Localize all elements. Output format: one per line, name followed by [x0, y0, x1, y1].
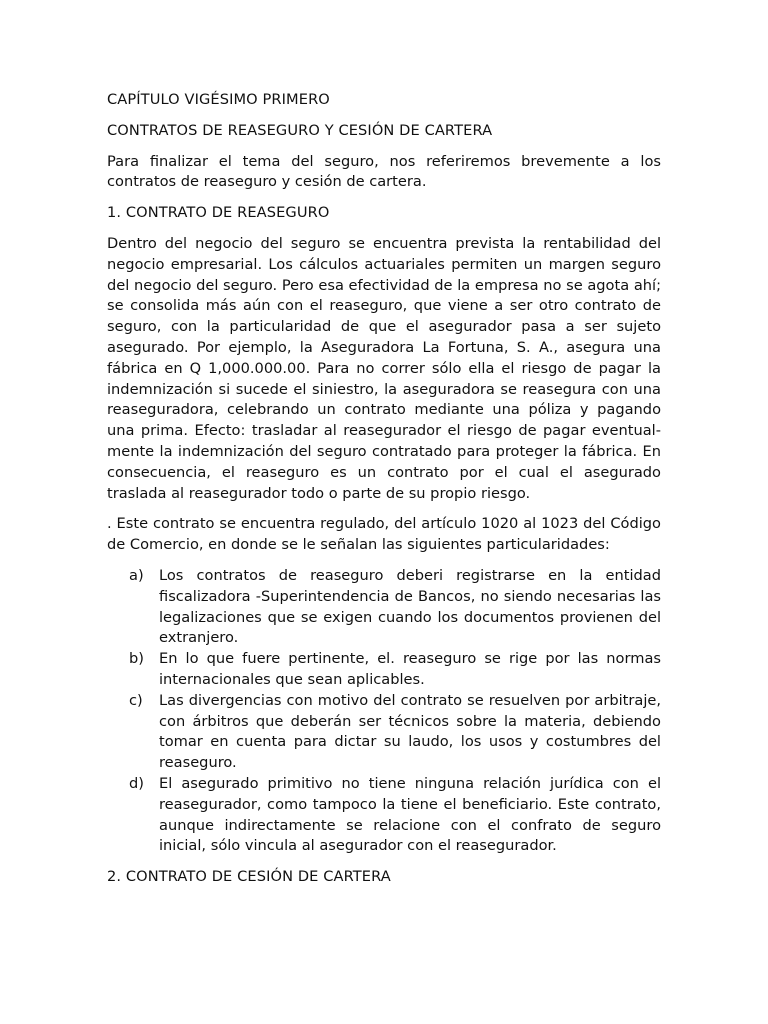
list-item: [107, 691, 661, 774]
list-item: [107, 566, 661, 649]
list-marker: c): [129, 691, 143, 709]
particularidades-list: [107, 566, 661, 857]
document-body: [107, 90, 661, 898]
paragraph-reaseguro: Dentro del negocio del seguro se encuentra prevista la rentabilidad del negocio empresarial. Los cálculos actuariales permiten un margen seguro del negocio del seguro. Pero esa efectividad de la empresa no se agota ahí; se consolida más aún con el reaseguro, que viene a ser otro contrato de seguro, con la particularidad de que el asegurador pasa a ser sujeto asegurado. Por ejemplo, la Aseguradora La Fortuna, S. A., asegura una fábrica en Q 1,000.000.00. Para no correr sólo ella el riesgo de pagar la indemnización si sucede el siniestro, la aseguradora se reasegura con una reaseguradora, celebrando un contrato mediante una póliza y pagando una prima. Efecto: trasladar al reasegurador el riesgo de pagar eventual-mente la indemnización del seguro contratado para proteger la fábrica. En consecuencia, el reaseguro es un contrato por el cual el asegurado traslada al reasegurador todo o parte de su propio riesgo.: [107, 234, 661, 502]
list-item: [107, 774, 661, 857]
list-marker: a): [129, 566, 144, 584]
list-item-text: El asegurado primitivo no tiene ninguna relación jurídica con el reasegurador, como tampoco la tiene el beneficiario. Este contrato, aunque indirectamente se relacione con el confrato de seguro inicial, sólo vincula al asegurador con el reasegurador.: [159, 774, 661, 855]
list-item-text: Los contratos de reaseguro deberi registrarse en la entidad fiscalizadora -Superintendencia de Bancos, no siendo necesarias las legalizaciones que se exigen cuando los documentos provienen del extranjero.: [159, 566, 661, 647]
paragraph-regulacion: . Este contrato se encuentra regulado, del artículo 1020 al 1023 del Código de Comercio, en donde se le señalan las siguientes particularidades:: [107, 515, 661, 554]
heading-cesion-cartera: 2. CONTRATO DE CESIÓN DE CARTERA: [107, 868, 391, 886]
list-marker: b): [129, 650, 144, 668]
list-marker: d): [129, 774, 144, 792]
list-item: [107, 649, 661, 691]
list-item-text: Las divergencias con motivo del contrato se resuelven por arbitraje, con árbitros que deberán ser técnicos sobre la materia, debiendo tomar en cuenta para dictar su laudo, los usos y costumbres del reaseguro.: [159, 691, 661, 772]
section-title: CONTRATOS DE REASEGURO Y CESIÓN DE CARTERA: [107, 121, 493, 139]
list-item-text: En lo que fuere pertinente, el. reaseguro se rige por las normas internacionales que sean aplicables.: [159, 650, 661, 688]
intro-paragraph: Para finalizar el tema del seguro, nos referiremos brevemente a los contratos de reaseguro y cesión de cartera.: [107, 152, 661, 191]
heading-reaseguro: 1. CONTRATO DE REASEGURO: [107, 204, 330, 222]
chapter-title: CAPÍTULO VIGÉSIMO PRIMERO: [107, 91, 330, 108]
